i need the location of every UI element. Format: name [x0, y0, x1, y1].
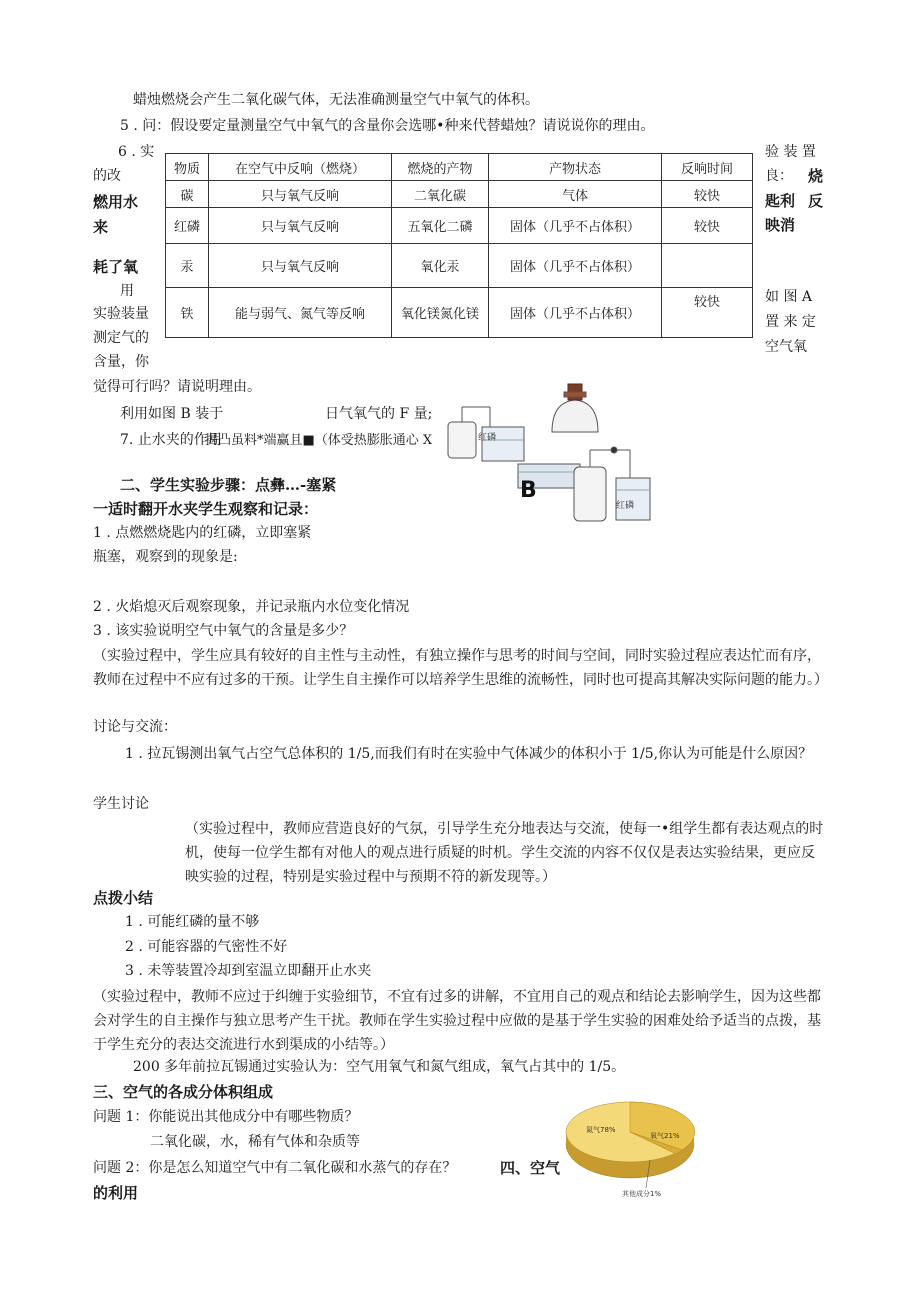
table-header: 反响时间 — [662, 154, 753, 181]
note-2: （实验过程中，教师应营造良好的气氛，引导学生充分地表达与交流，使每一•组学生都有表达观点的时机，使每一位学生都有对他人的观点进行质疑的时机。学生交流的内容不仅仅是表达实验结果，更应反映实验的过程，特别是实验过程中与预期不符的新发现等。） — [185, 821, 824, 885]
table-row — [166, 288, 753, 338]
flask-b — [574, 467, 606, 521]
right-frag-f: 空气氧 — [765, 339, 807, 355]
table-header: 产物状态 — [489, 154, 662, 181]
summary-2: 2 . 可能容器的气密性不好 — [125, 939, 288, 955]
beaker-b — [616, 478, 650, 520]
left-frag-c: 燃用水 — [93, 193, 139, 211]
lavoisier-conclusion: 200 多年前拉瓦锡通过实验认为：空气用氧气和氮气组成，氧气占其中的 1/5。 — [133, 1059, 626, 1075]
step-1b: 瓶塞，观察到的现象是: — [93, 549, 238, 565]
table-header: 在空气中反响（燃烧） — [209, 154, 392, 181]
table-cell: 固体（几乎不占体积） — [489, 208, 662, 244]
table-cell: 能与弱气、氮气等反响 — [209, 288, 392, 338]
label-hongp: 红磷 — [478, 433, 497, 443]
table-row — [166, 181, 753, 208]
table-cell: 只与氧气反响 — [209, 181, 392, 208]
air-composition-pie — [562, 1098, 702, 1198]
summary-heading: 点拨小结 — [93, 889, 154, 907]
table-cell: 五氧化二磷 — [392, 208, 489, 244]
table-cell — [662, 244, 753, 288]
bell-jar — [552, 400, 598, 432]
right-frag-a1: 验 装 置 — [765, 144, 816, 160]
right-frag-b1: 匙利 — [765, 192, 796, 210]
left-frag-a: 6 . 实 — [118, 144, 155, 160]
table-header: 燃烧的产物 — [392, 154, 489, 181]
table-cell: 二氧化碳 — [392, 181, 489, 208]
student-discussion: 学生讨论 — [93, 796, 149, 812]
step-3: 3 . 该实验说明空气中氧气的含量是多少？ — [93, 623, 354, 639]
table-cell: 铁 — [166, 288, 209, 338]
text-line-1: 蜡烛燃烧会产生二氧化碳气体，无法准确测量空气中氧气的体积。 — [133, 92, 539, 108]
table-cell: 只与氧气反响 — [209, 244, 392, 288]
table-cell: 红磷 — [166, 208, 209, 244]
section-3-heading: 三、空气的各成分体积组成 — [93, 1083, 274, 1101]
discuss-question-1: 1 . 拉瓦锡测出氧气占空气总体积的 1/5,而我们有时在实验中气体减少的体积小于 1/5,你认为可能是什么原因？ — [125, 746, 813, 762]
text-figure-b-1: 利用如图 B 装于 — [120, 406, 224, 422]
section-2-subheading: 一适时翻开水夹学生观察和记录： — [93, 500, 319, 518]
right-frag-c: 映消 — [765, 216, 796, 234]
text-figure-b-2: 日气氧气的 F 量; — [325, 406, 433, 422]
reaction-table — [165, 153, 753, 338]
table-cell: 碳 — [166, 181, 209, 208]
text-question-7-garbled: 揭凸虽料*端赢且■（体受热膨胀通心 X — [205, 433, 433, 448]
table-row — [166, 244, 753, 288]
left-frag-f: 用 — [120, 283, 134, 299]
left-frag-g: 实验装量 — [93, 306, 149, 322]
section-2-heading: 二、学生实验步骤：点彝…-塞紧 — [120, 476, 337, 494]
text-feasible: 觉得可行吗？请说明理由。 — [93, 379, 261, 395]
table-header-row — [166, 154, 753, 181]
table-cell: 氧化汞 — [392, 244, 489, 288]
apparatus-figure — [440, 382, 655, 527]
note-1: （实验过程中，学生应具有较好的自主性与主动性，有独立操作与思考的时间与空间，同时实验过程应表达忙而有序，教师在过程中不应有过多的干预。让学生自主操作可以培养学生思维的流畅性，同时也可提高其解决实际问题的能力。） — [93, 648, 828, 688]
problem-2: 问题 2：你是怎么知道空气中有二氧化碳和水蒸气的存在？ — [93, 1160, 457, 1176]
table-cell: 气体 — [489, 181, 662, 208]
problem-1-answer: 二氧化碳，水，稀有气体和杂质等 — [150, 1134, 360, 1150]
left-frag-i: 含量，你 — [93, 354, 149, 370]
summary-3: 3 . 未等装置冷却到室温立即翻开止水夹 — [125, 963, 372, 979]
pie-label-other: 其他成分1% — [622, 1190, 662, 1198]
label-b: B — [520, 478, 537, 503]
table-cell: 固体（几乎不占体积） — [489, 244, 662, 288]
right-frag-d: 如 图 A — [765, 289, 813, 305]
right-frag-e: 置 来 定 — [765, 314, 816, 330]
flask-a — [448, 422, 476, 458]
table-cell: 较快 — [662, 181, 753, 208]
left-frag-d: 来 — [93, 218, 109, 236]
table-cell: 汞 — [166, 244, 209, 288]
table-cell: 只与氧气反响 — [209, 208, 392, 244]
problem-1: 问题 1：你能说出其他成分中有哪些物质？ — [93, 1109, 359, 1125]
table-row — [166, 208, 753, 244]
label-hongp-2: 红磷 — [616, 501, 635, 511]
table-header: 物质 — [166, 154, 209, 181]
table-cell: 固体（几乎不占体积） — [489, 288, 662, 338]
table-cell: 氧化镁氮化镁 — [392, 288, 489, 338]
left-frag-b: 的改 — [93, 168, 121, 184]
right-frag-b2: 反 — [808, 192, 824, 210]
step-2: 2 . 火焰熄灭后观察现象，并记录瓶内水位变化情况 — [93, 599, 410, 615]
right-frag-a3: 烧 — [808, 167, 824, 185]
pie-label-oxygen: 氧气21% — [650, 1132, 680, 1140]
table-cell: 较快 — [662, 208, 753, 244]
summary-1: 1 . 可能红磷的量不够 — [125, 914, 260, 930]
note-3: （实验过程中，教师不应过于纠缠于实验细节，不宜有过多的讲解，不宜用自己的观点和结论去影响学生，因为这些都会对学生的自主操作与独立思考产生干扰。教师在学生实验过程中应做的是基于学生实验的困难处给予适当的点拨，基于学生充分的表达交流进行水到渠成的小结等。） — [93, 989, 821, 1053]
step-1: 1 . 点燃燃烧匙内的红磷，立即塞紧 — [93, 525, 312, 541]
left-frag-h: 测定气的 — [93, 330, 149, 346]
text-question-7: 7. 止水夹的作用 — [120, 432, 222, 448]
section-4-heading-b: 的利用 — [93, 1184, 139, 1202]
table-cell: 较快 — [662, 288, 753, 338]
discuss-heading: 讨论与交流： — [93, 719, 177, 735]
right-frag-a2: 良： — [765, 168, 793, 184]
left-frag-e: 耗了氧 — [93, 258, 139, 276]
pie-label-nitrogen: 氮气78% — [586, 1126, 616, 1134]
section-4-heading-a: 四、空气 — [500, 1159, 561, 1177]
text-question-5: 5 . 问：假设要定量测量空气中氧气的含量你会选哪•种来代替蜡烛？请说说你的理由。 — [120, 118, 655, 134]
